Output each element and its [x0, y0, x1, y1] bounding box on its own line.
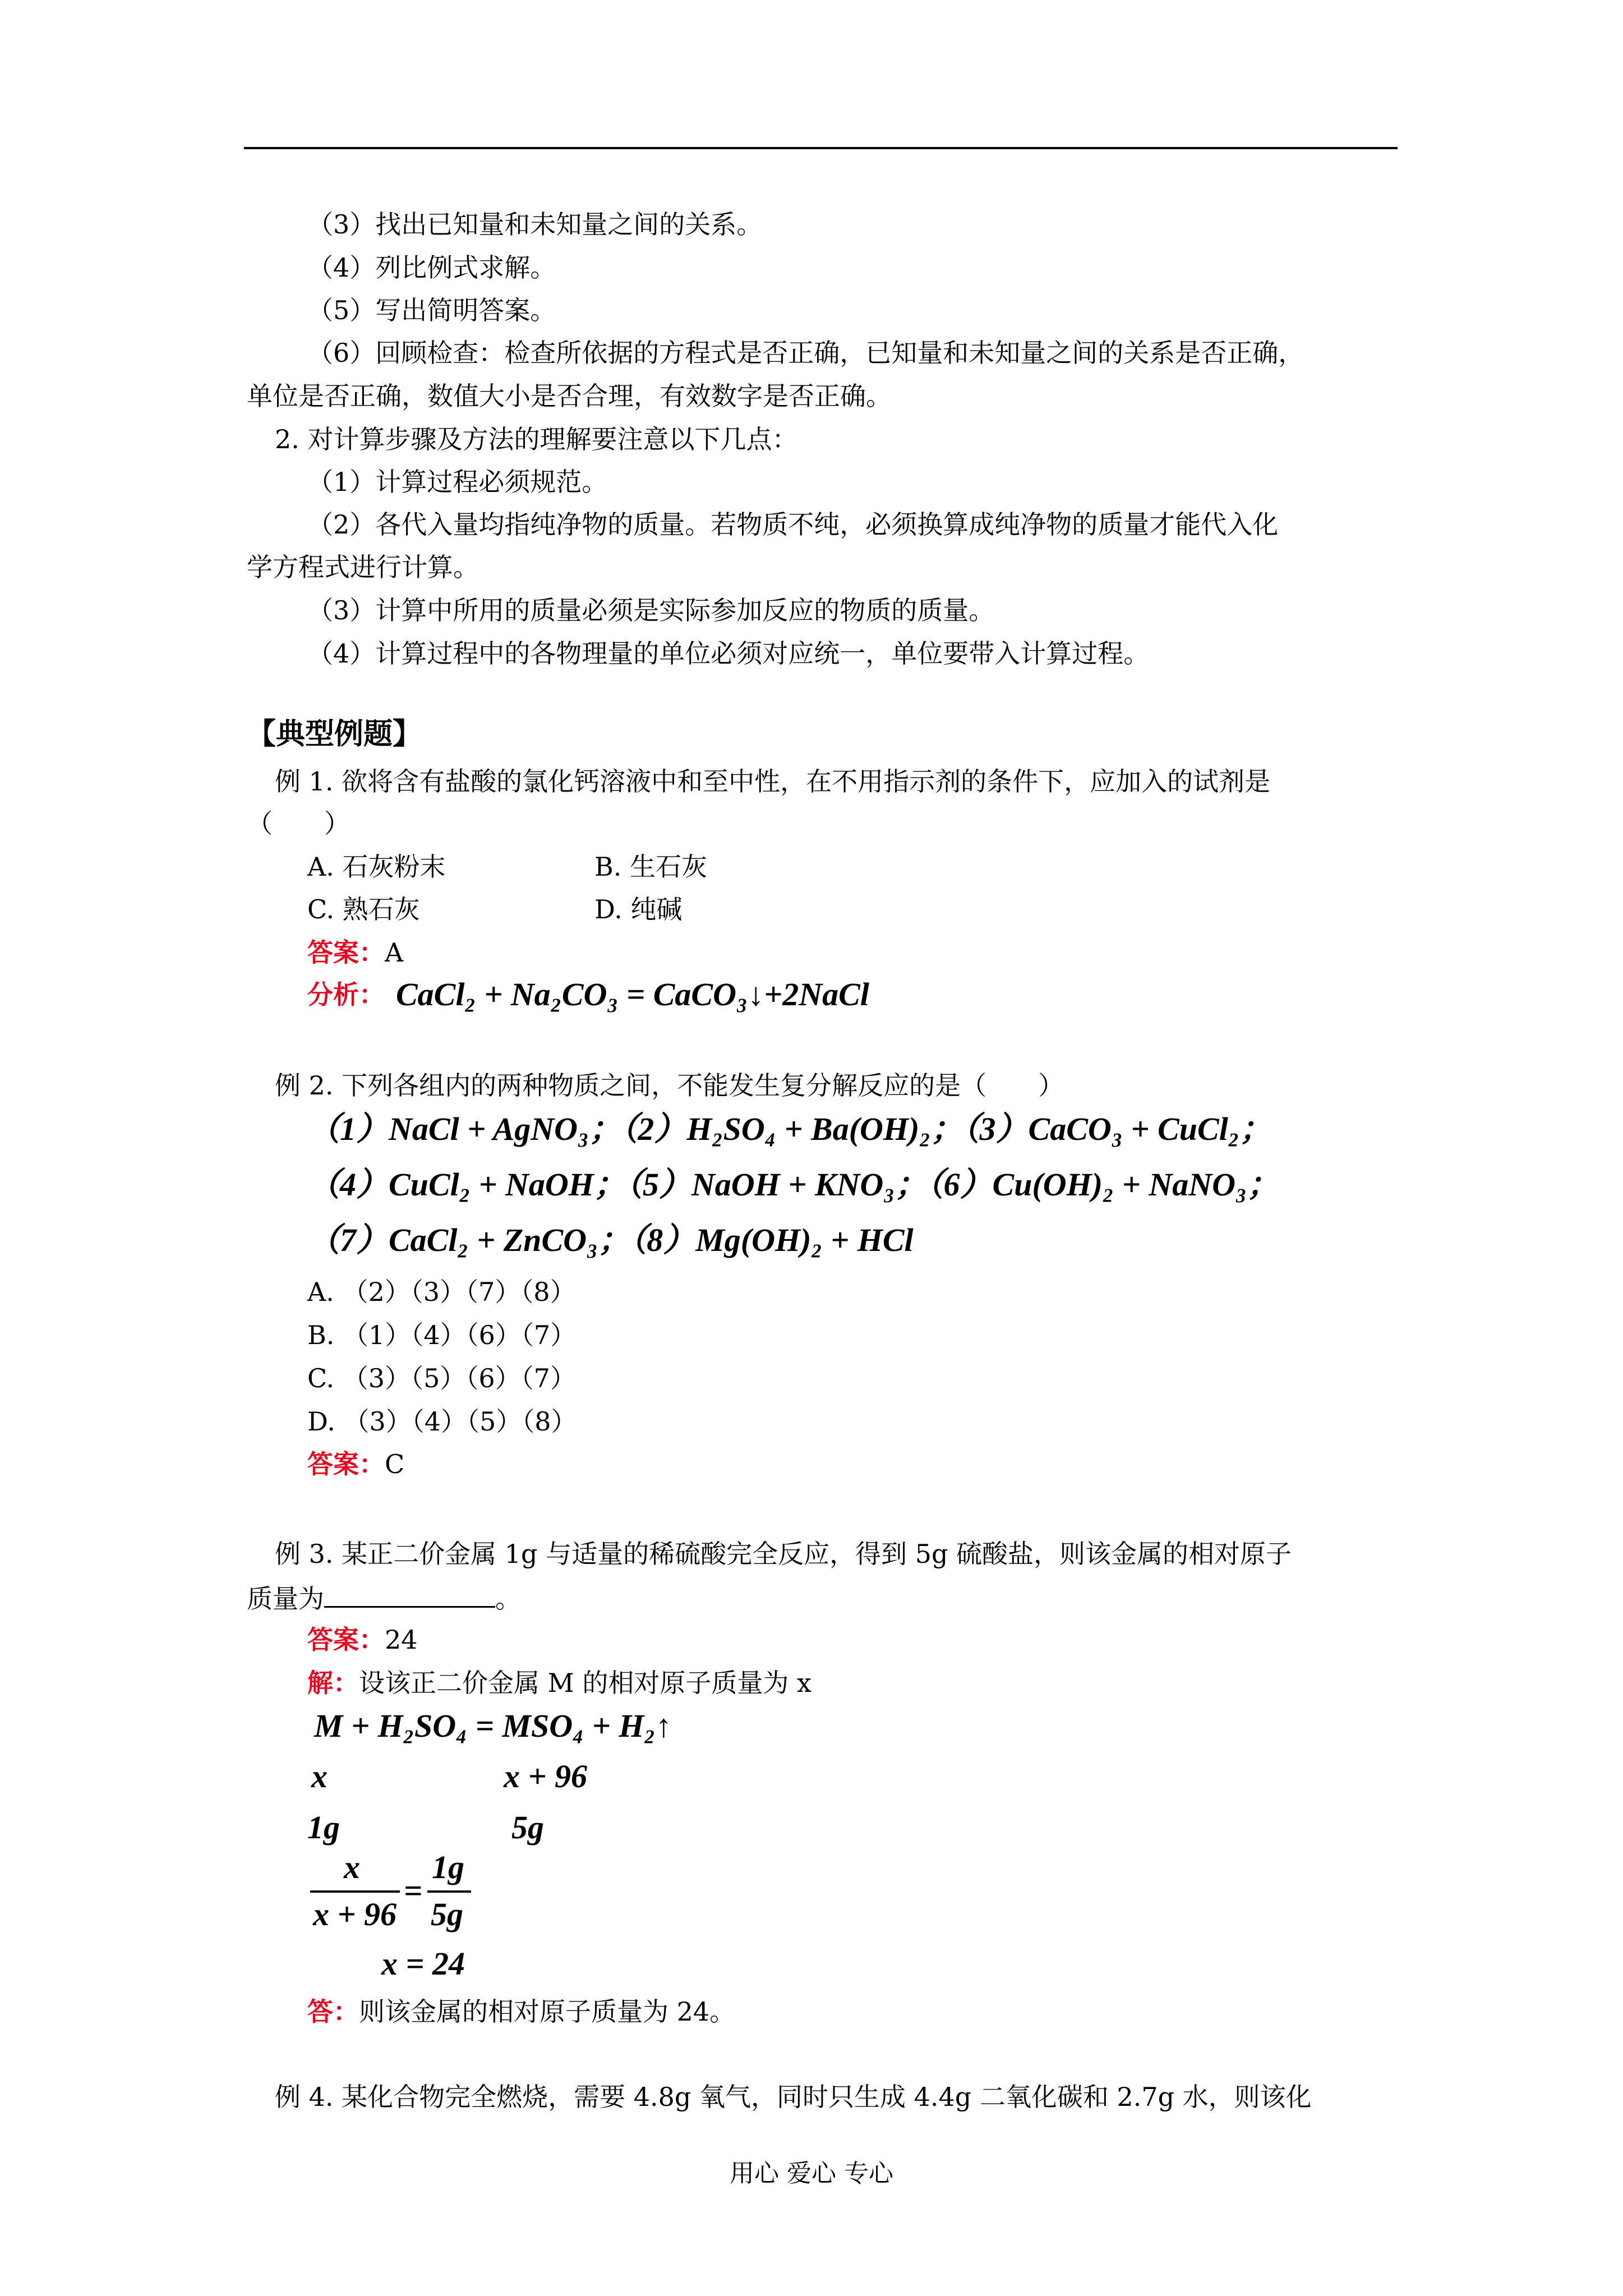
ex3-final-answer [307, 1996, 736, 2027]
point2-item: （4）计算过程中的各物理量的单位必须对应统一，单位要带入计算过程。 [307, 638, 1150, 669]
step-6-cont: 单位是否正确，数值大小是否合理，有效数字是否正确。 [247, 381, 892, 411]
frac-left-numerator: x [344, 1849, 360, 1885]
ex3-question: 例 3. 某正二价金属 1g 与适量的稀硫酸完全反应，得到 5g 硫酸盐，则该金属的相对原子 [275, 1539, 1292, 1569]
ex3-equation: M + H₂SO₄ = MSO₄ + H₂↑ [314, 1708, 672, 1744]
step-3: （3）找出已知量和未知量之间的关系。 [307, 209, 763, 240]
ex3-solution [307, 1670, 811, 1696]
solve-label: 解： [307, 1668, 359, 1698]
ex3-proportion [307, 1851, 476, 1952]
ex2-option-a: A. （2）（3）（7）（8） [307, 1277, 576, 1307]
point2-item: （2）各代入量均指纯净物的质量。若物质不纯，必须换算成纯净物的质量才能代入化 [307, 509, 1279, 540]
ex2-question: 例 2. 下列各组内的两种物质之间，不能发生复分解反应的是（ ） [275, 1070, 1064, 1101]
ex1-answer [307, 937, 404, 968]
answer-value: A [385, 937, 404, 968]
point2-heading: 2. 对计算步骤及方法的理解要注意以下几点： [275, 424, 798, 454]
answer-value: 24 [385, 1625, 418, 1655]
answer-blank [324, 1584, 495, 1608]
ex3-question-line2: 质量为 。 [247, 1584, 521, 1614]
frac-right-denominator: 5g [431, 1896, 463, 1932]
ex2-option-b: B. （1）（4）（6）（7） [307, 1320, 577, 1350]
point2-item: （1）计算过程必须规范。 [307, 467, 608, 497]
page-footer: 用心 爱心 专心 [730, 2159, 893, 2188]
step-5: （5）写出简明答案。 [307, 295, 556, 325]
ex1-option-b: B. 生石灰 [594, 852, 708, 882]
frac-left-bar [310, 1890, 400, 1893]
solve-text: 设该正二价金属 M 的相对原子质量为 x [359, 1668, 811, 1698]
answer-value: C [385, 1449, 405, 1479]
ex1-question: 例 1. 欲将含有盐酸的氯化钙溶液中和至中性，在不用指示剂的条件下，应加入的试剂是 [275, 766, 1271, 797]
ex1-analysis [307, 978, 869, 1011]
final-label: 答： [307, 1996, 359, 2027]
ex1-option-a: A. 石灰粉末 [307, 852, 446, 882]
ex2-reactions-row3: （7）CaCl₂ + ZnCO₃；（8）Mg(OH)₂ + HCl [307, 1222, 914, 1258]
final-text: 则该金属的相对原子质量为 24。 [359, 1996, 736, 2027]
ex4-question: 例 4. 某化合物完全燃烧，需要 4.8g 氧气，同时只生成 4.4g 二氧化碳和 2.7g 水，则该化 [275, 2082, 1312, 2112]
frac-right-bar [427, 1890, 471, 1893]
ex3-row-x-left: x [311, 1758, 328, 1795]
point2-item: 学方程式进行计算。 [247, 552, 479, 582]
ex2-answer [307, 1451, 404, 1477]
ex3-result: x = 24 [381, 1945, 465, 1982]
frac-left-denominator: x + 96 [313, 1896, 397, 1932]
analysis-equation: CaCl₂ + Na₂CO₃ = CaCO₃↓+2NaCl [396, 976, 869, 1013]
ex2-option-d: D. （3）（4）（5）（8） [307, 1406, 577, 1437]
section-header: 【典型例题】 [247, 717, 422, 751]
ex1-option-c: C. 熟石灰 [307, 894, 420, 924]
answer-label: 答案： [307, 1449, 385, 1479]
frac-right-numerator: 1g [432, 1849, 464, 1885]
ex3-row-x-right: x + 96 [504, 1758, 588, 1795]
ex1-option-d: D. 纯碱 [594, 894, 683, 924]
step-4: （4）列比例式求解。 [307, 252, 556, 283]
ex2-reactions-row2: （4）CuCl₂ + NaOH；（5）NaOH + KNO₃；（6）Cu(OH)₂ + NaNO₃； [307, 1166, 1280, 1203]
answer-label: 答案： [307, 937, 385, 968]
ex3-answer [307, 1627, 418, 1653]
ex2-reactions-row1: （1）NaCl + AgNO₃；（2）H₂SO₄ + Ba(OH)₂；（3）CaCO₃ + CuCl₂； [307, 1111, 1272, 1147]
ex3-row-g-left: 1g [307, 1809, 340, 1846]
ex2-option-c: C. （3）（5）（6）（7） [307, 1363, 576, 1393]
frac-equals: = [404, 1872, 423, 1909]
step-6: （6）回顾检查：检查所依据的方程式是否正确，已知量和未知量之间的关系是否正确， [307, 338, 1304, 368]
header-rule [244, 147, 1398, 149]
analysis-label: 分析： [307, 979, 385, 1010]
point2-item: （3）计算中所用的质量必须是实际参加反应的物质的质量。 [307, 595, 995, 625]
ex1-question-blank: （ ） [247, 808, 350, 839]
ex3-row-g-right: 5g [511, 1809, 544, 1846]
answer-label: 答案： [307, 1625, 385, 1655]
